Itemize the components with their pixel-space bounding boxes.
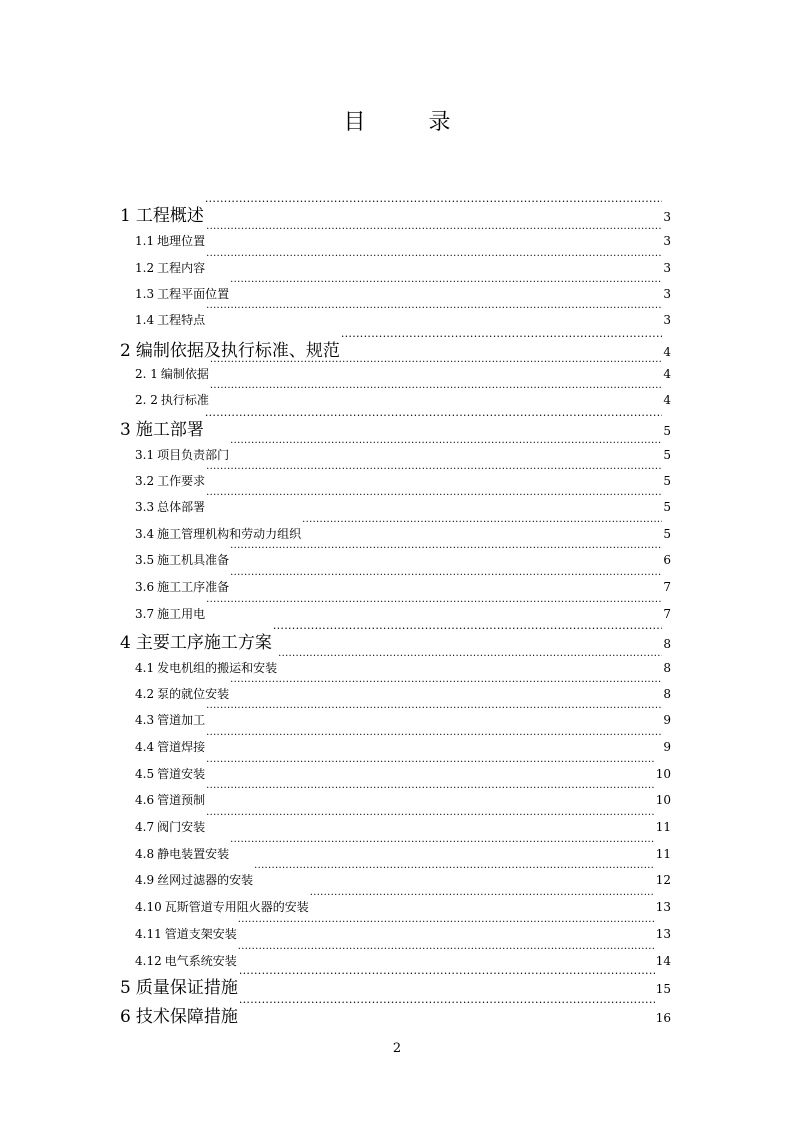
toc-entry-section[interactable] xyxy=(135,512,671,541)
toc-entry-title: 工程概述 xyxy=(135,206,204,226)
toc-entry-number: 4.7 xyxy=(135,820,155,834)
toc-entry-section[interactable] xyxy=(135,219,671,248)
toc-entry-page: 5 xyxy=(663,500,671,514)
toc-dot-leader xyxy=(238,912,655,938)
toc-dot-leader xyxy=(206,725,662,751)
toc-dot-leader xyxy=(254,858,655,884)
toc-entry-number: 4.9 xyxy=(135,873,155,887)
toc-entry-page: 5 xyxy=(663,448,671,462)
toc-entry-section[interactable] xyxy=(135,698,671,727)
toc-entry-section[interactable] xyxy=(135,939,671,968)
toc-dot-leader xyxy=(205,191,663,221)
toc-entry-section[interactable] xyxy=(135,459,671,488)
toc-entry-number: 3.3 xyxy=(135,500,155,514)
toc-entry-section[interactable] xyxy=(135,298,671,327)
toc-dot-leader xyxy=(206,219,662,245)
toc-entry-page: 4 xyxy=(663,345,671,359)
toc-entry-page: 3 xyxy=(663,287,671,301)
toc-entry-section[interactable] xyxy=(135,912,671,941)
toc-entry-section[interactable] xyxy=(135,832,671,861)
toc-entry-page: 8 xyxy=(663,637,671,651)
toc-dot-leader xyxy=(210,352,662,378)
toc-entry-title: 项目负责部门 xyxy=(157,448,230,462)
toc-entry-chapter[interactable] xyxy=(120,618,671,653)
toc-entry-title: 施工用电 xyxy=(157,607,206,621)
toc-entry-number: 3.4 xyxy=(135,527,155,541)
toc-entry-section[interactable] xyxy=(135,752,671,781)
toc-dot-leader xyxy=(205,405,663,435)
toc-entry-number: 3.6 xyxy=(135,580,155,594)
toc-entry-page: 5 xyxy=(663,474,671,488)
toc-entry-chapter[interactable] xyxy=(120,963,671,998)
toc-dot-leader xyxy=(230,538,662,564)
toc-entry-number: 1.2 xyxy=(135,261,155,275)
toc-entry-page: 5 xyxy=(663,527,671,541)
toc-entry-page: 3 xyxy=(663,234,671,248)
toc-entry-chapter[interactable] xyxy=(120,992,671,1027)
toc-entry-title: 管道安装 xyxy=(157,767,206,781)
toc-dot-leader xyxy=(230,565,662,591)
toc-dot-leader xyxy=(230,433,662,459)
toc-entry-title: 施工机具准备 xyxy=(157,553,230,567)
toc-entry-title: 泵的就位安装 xyxy=(157,687,230,701)
toc-entry-title: 质量保证措施 xyxy=(135,978,238,998)
toc-entry-number: 4.3 xyxy=(135,713,155,727)
toc-entry-title: 施工管理机构和劳动力组织 xyxy=(157,527,302,541)
toc-entry-page: 4 xyxy=(663,393,671,407)
toc-dot-leader xyxy=(273,618,663,648)
toc-entry-chapter[interactable] xyxy=(120,191,671,226)
toc-dot-leader xyxy=(206,778,655,804)
toc-entry-title: 管道焊接 xyxy=(157,740,206,754)
toc-entry-title: 管道加工 xyxy=(157,713,206,727)
toc-entry-number: 4.2 xyxy=(135,687,155,701)
toc-entry-section[interactable] xyxy=(135,778,671,807)
toc-entry-number: 4.1 xyxy=(135,661,155,675)
toc-dot-leader xyxy=(230,832,655,858)
toc-dot-leader xyxy=(206,246,662,272)
toc-entry-number: 1 xyxy=(120,206,131,226)
toc-entry-section[interactable] xyxy=(135,805,671,834)
toc-entry-page: 3 xyxy=(663,313,671,327)
toc-entry-number: 3 xyxy=(120,420,131,440)
toc-entry-title: 发电机组的搬运和安装 xyxy=(157,661,278,675)
toc-dot-leader xyxy=(278,646,662,672)
toc-entry-number: 4.5 xyxy=(135,767,155,781)
toc-entry-section[interactable] xyxy=(135,725,671,754)
toc-entry-page: 15 xyxy=(655,982,671,996)
toc-dot-leader xyxy=(206,805,655,831)
toc-entry-number: 3.2 xyxy=(135,474,155,488)
toc-dot-leader xyxy=(206,592,662,618)
toc-entry-number: 4.8 xyxy=(135,847,155,861)
toc-entry-title: 电气系统安装 xyxy=(164,954,237,968)
toc-entry-section[interactable] xyxy=(135,246,671,275)
toc-entry-number: 2 xyxy=(120,341,131,361)
toc-entry-title: 阀门安装 xyxy=(157,820,206,834)
toc-entry-title: 管道预制 xyxy=(157,793,206,807)
toc-entry-title: 施工工序准备 xyxy=(157,580,230,594)
toc-entry-page: 14 xyxy=(655,954,671,968)
toc-entry-number: 4.6 xyxy=(135,793,155,807)
page-number: 2 xyxy=(392,1041,402,1056)
toc-entry-title: 瓦斯管道专用阻火器的安装 xyxy=(164,900,309,914)
toc-entry-page: 3 xyxy=(663,210,671,224)
toc-entry-page: 16 xyxy=(655,1011,671,1025)
toc-entry-title: 主要工序施工方案 xyxy=(135,633,272,653)
toc-entry-section[interactable] xyxy=(135,272,671,301)
toc-entry-section[interactable] xyxy=(135,352,671,381)
toc-entry-title: 总体部署 xyxy=(157,500,206,514)
toc-dot-leader xyxy=(239,992,655,1022)
toc-entry-section[interactable] xyxy=(135,433,671,462)
toc-entry-title: 静电装置安装 xyxy=(157,847,230,861)
toc-dot-leader xyxy=(302,512,662,538)
toc-entry-page: 12 xyxy=(655,873,671,887)
toc-entry-title: 施工部署 xyxy=(135,420,204,440)
toc-entry-number: 6 xyxy=(120,1007,131,1027)
toc-entry-number: 2. 2 xyxy=(135,393,158,407)
toc-entry-number: 3.5 xyxy=(135,553,155,567)
toc-entry-section[interactable] xyxy=(135,646,671,675)
toc-entry-section[interactable] xyxy=(135,592,671,621)
toc-entry-page: 10 xyxy=(655,793,671,807)
toc-entry-page: 4 xyxy=(663,367,671,381)
toc-entry-section[interactable] xyxy=(135,858,671,887)
toc-entry-page: 13 xyxy=(655,900,671,914)
toc-entry-title: 编制依据 xyxy=(160,367,209,381)
toc-entry-title: 地理位置 xyxy=(157,234,206,248)
toc-dot-leader xyxy=(206,459,662,485)
toc-entry-section[interactable] xyxy=(135,885,671,914)
toc-entry-section[interactable] xyxy=(135,538,671,567)
toc-entry-number: 4 xyxy=(120,633,131,653)
toc-entry-section[interactable] xyxy=(135,565,671,594)
toc-entry-title: 技术保障措施 xyxy=(135,1007,238,1027)
toc-entry-page: 10 xyxy=(655,767,671,781)
toc-entry-page: 6 xyxy=(663,553,671,567)
toc-entry-section[interactable] xyxy=(135,672,671,701)
toc-dot-leader xyxy=(238,939,655,965)
toc-entry-page: 8 xyxy=(663,687,671,701)
toc-entry-page: 13 xyxy=(655,927,671,941)
toc-entry-number: 1.3 xyxy=(135,287,155,301)
toc-entry-number: 4.12 xyxy=(135,954,162,968)
toc-entry-section[interactable] xyxy=(135,378,671,407)
page-title: 目 录 xyxy=(343,110,479,135)
toc-dot-leader xyxy=(206,752,655,778)
toc-entry-page: 11 xyxy=(655,820,671,834)
toc-dot-leader xyxy=(230,272,662,298)
toc-entry-section[interactable] xyxy=(135,485,671,514)
toc-entry-title: 管道支架安装 xyxy=(164,927,237,941)
toc-entry-page: 7 xyxy=(663,580,671,594)
toc-entry-title: 编制依据及执行标准、规范 xyxy=(135,341,340,361)
toc-dot-leader xyxy=(310,885,655,911)
toc-entry-title: 工程平面位置 xyxy=(157,287,230,301)
toc-dot-leader xyxy=(206,485,662,511)
toc-entry-number: 1.1 xyxy=(135,234,155,248)
toc-entry-chapter[interactable] xyxy=(120,405,671,440)
toc-dot-leader xyxy=(206,298,662,324)
toc-entry-page: 3 xyxy=(663,261,671,275)
toc-entry-title: 工作要求 xyxy=(157,474,206,488)
toc-entry-page: 11 xyxy=(655,847,671,861)
toc-entry-title: 执行标准 xyxy=(160,393,209,407)
toc-entry-number: 1.4 xyxy=(135,313,155,327)
toc-entry-number: 3.7 xyxy=(135,607,155,621)
toc-entry-number: 4.10 xyxy=(135,900,162,914)
toc-entry-page: 7 xyxy=(663,607,671,621)
toc-entry-number: 4.4 xyxy=(135,740,155,754)
toc-dot-leader xyxy=(239,963,655,993)
toc-entry-number: 2. 1 xyxy=(135,367,158,381)
toc-dot-leader xyxy=(230,672,662,698)
toc-entry-page: 9 xyxy=(663,713,671,727)
toc-entry-page: 8 xyxy=(663,661,671,675)
toc-dot-leader xyxy=(210,378,662,404)
toc-dot-leader xyxy=(206,698,662,724)
toc-entry-page: 5 xyxy=(663,424,671,438)
toc-entry-title: 工程内容 xyxy=(157,261,206,275)
toc-entry-title: 工程特点 xyxy=(157,313,206,327)
toc-entry-number: 4.11 xyxy=(135,927,162,941)
toc-entry-number: 5 xyxy=(120,978,131,998)
toc-entry-title: 丝网过滤器的安装 xyxy=(157,873,254,887)
toc-entry-number: 3.1 xyxy=(135,448,155,462)
toc-entry-page: 9 xyxy=(663,740,671,754)
